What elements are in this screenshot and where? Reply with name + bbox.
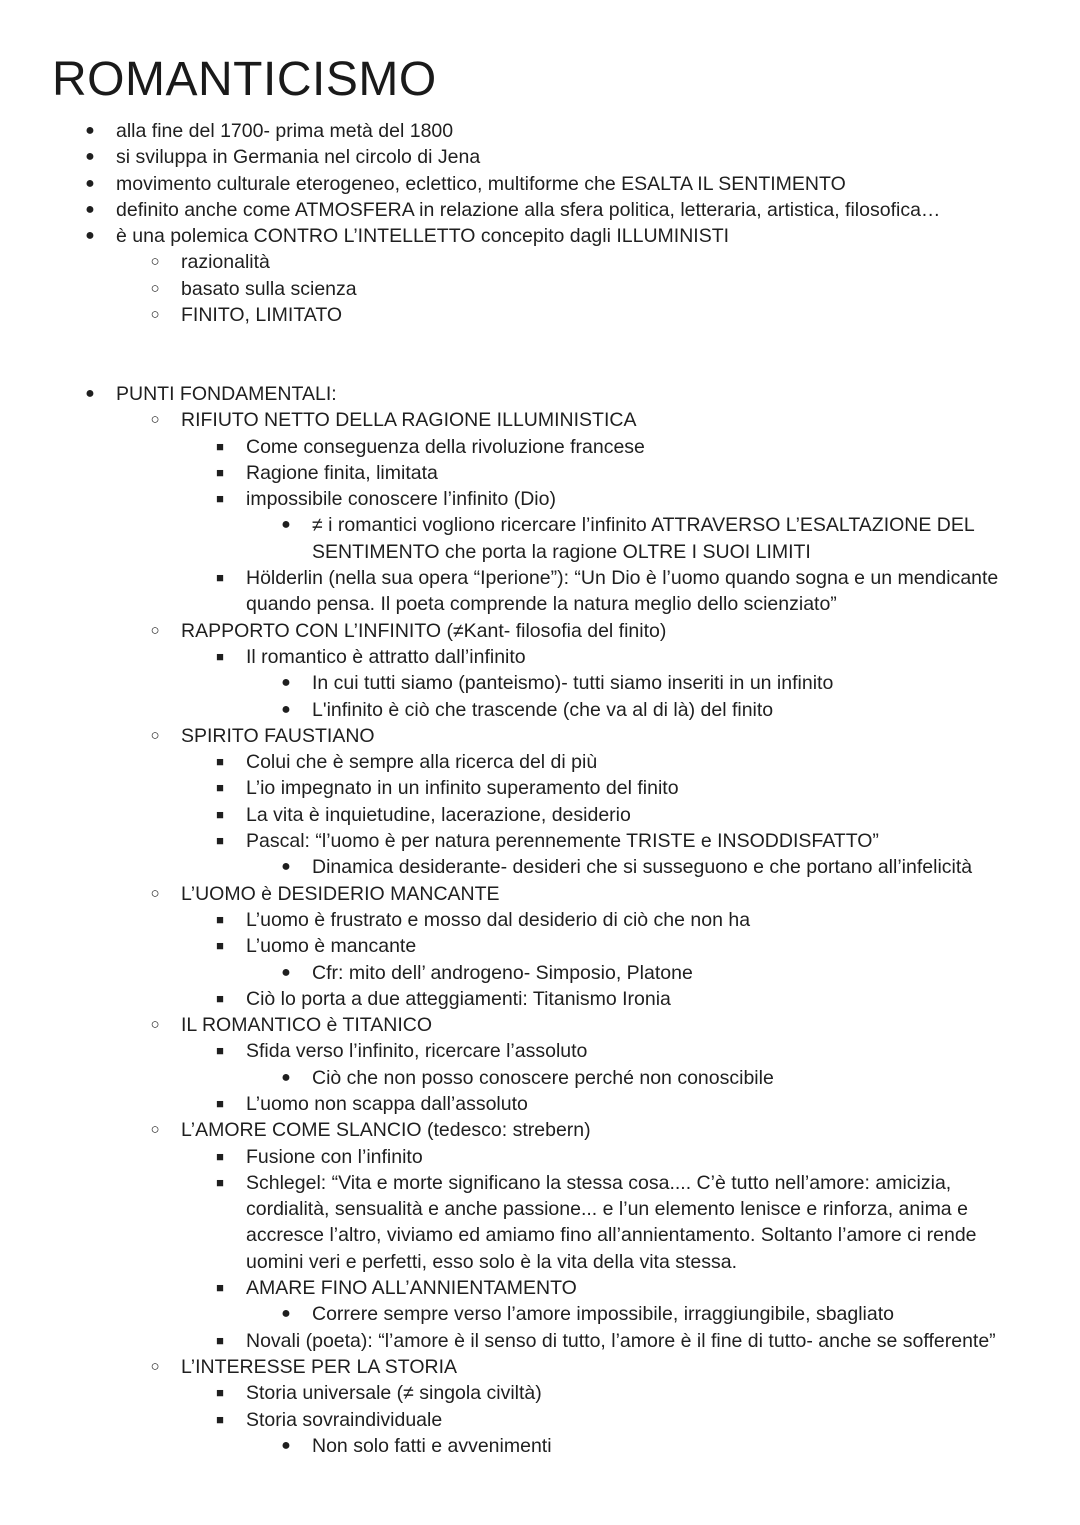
outline-line xyxy=(0,407,1080,433)
outline-line xyxy=(0,1249,1080,1275)
outline-text: Cfr: mito dell’ androgeno- Simposio, Platone xyxy=(312,961,693,984)
outline-text: ≠ i romantici vogliono ricercare l’infinito ATTRAVERSO L’ESALTAZIONE DEL xyxy=(312,514,975,537)
outline-line xyxy=(0,1091,1080,1117)
outline-text: Ragione finita, limitata xyxy=(246,461,438,484)
disc-bullet-icon: ● xyxy=(85,384,95,402)
outline-line xyxy=(0,1275,1080,1301)
outline-text: Correre sempre verso l’amore impossibile, irraggiungibile, sbagliato xyxy=(312,1303,895,1326)
outline-text: Novali (poeta): “l’amore è il senso di tutto, l’amore è il fine di tutto- anche se sofferente” xyxy=(246,1329,996,1352)
outline-text: Schlegel: “Vita e morte significano la stessa cosa.... C’è tutto nell’amore: amicizia, xyxy=(246,1171,952,1194)
square-bullet-icon: ■ xyxy=(216,570,224,586)
outline-line xyxy=(0,1144,1080,1170)
circle-bullet-icon: ○ xyxy=(150,411,160,429)
square-bullet-icon: ■ xyxy=(216,1095,224,1111)
disc-bullet-icon: ● xyxy=(281,963,291,981)
disc-bullet-icon: ● xyxy=(281,1305,291,1323)
outline-line xyxy=(0,670,1080,696)
outline-text: Il romantico è attratto dall’infinito xyxy=(246,645,526,668)
outline-line xyxy=(0,1012,1080,1038)
square-bullet-icon: ■ xyxy=(216,438,224,454)
outline-text: Sfida verso l’infinito, ricercare l’assoluto xyxy=(246,1040,588,1063)
outline-line xyxy=(0,144,1080,170)
notes-outline xyxy=(0,118,1080,1459)
outline-line xyxy=(0,1222,1080,1248)
outline-text: L’io impegnato in un infinito superamento del finito xyxy=(246,777,679,800)
outline-line xyxy=(0,881,1080,907)
outline-text: quando pensa. Il poeta comprende la natura meglio dello scienziato” xyxy=(246,593,837,616)
blank-line xyxy=(0,355,1080,381)
square-bullet-icon: ■ xyxy=(216,833,224,849)
outline-line xyxy=(0,1433,1080,1459)
page-title: ROMANTICISMO xyxy=(52,53,437,106)
disc-bullet-icon: ● xyxy=(85,174,95,192)
outline-line xyxy=(0,907,1080,933)
outline-line xyxy=(0,1170,1080,1196)
outline-line xyxy=(0,381,1080,407)
disc-bullet-icon: ● xyxy=(85,122,95,139)
outline-text: definito anche come ATMOSFERA in relazione alla sfera politica, letteraria, artistica, filosofica… xyxy=(116,198,941,221)
outline-line xyxy=(0,644,1080,670)
square-bullet-icon: ■ xyxy=(216,464,224,480)
outline-line xyxy=(0,565,1080,591)
disc-bullet-icon: ● xyxy=(85,227,95,245)
outline-line xyxy=(0,118,1080,144)
outline-text: Come conseguenza della rivoluzione francese xyxy=(246,435,645,458)
outline-text: Ciò lo porta a due atteggiamenti: Titanismo Ironia xyxy=(246,987,671,1010)
outline-line xyxy=(0,591,1080,617)
outline-text: cordialità, sensualità e anche passione... e l’un elemento lenisce e rinforza, anima e xyxy=(246,1198,968,1221)
disc-bullet-icon: ● xyxy=(281,858,291,876)
disc-bullet-icon: ● xyxy=(281,1436,291,1454)
outline-text: SENTIMENTO che porta la ragione OLTRE I SUOI LIMITI xyxy=(312,540,811,563)
outline-text: RAPPORTO CON L’INFINITO (≠Kant- filosofia del finito) xyxy=(181,619,667,642)
square-bullet-icon: ■ xyxy=(216,911,224,927)
outline-line xyxy=(0,723,1080,749)
outline-text: Ciò che non posso conoscere perché non conoscibile xyxy=(312,1066,774,1089)
outline-text: Colui che è sempre alla ricerca del di più xyxy=(246,751,598,774)
outline-text: L’uomo è mancante xyxy=(246,935,417,958)
outline-text: Fusione con l’infinito xyxy=(246,1145,423,1168)
outline-text: impossibile conoscere l’infinito (Dio) xyxy=(246,488,556,511)
outline-line xyxy=(0,933,1080,959)
outline-line xyxy=(0,986,1080,1012)
outline-text: L’INTERESSE PER LA STORIA xyxy=(181,1355,457,1378)
outline-line xyxy=(0,1328,1080,1354)
outline-text: Storia universale (≠ singola civiltà) xyxy=(246,1382,542,1405)
outline-line xyxy=(0,828,1080,854)
outline-text: La vita è inquietudine, lacerazione, desiderio xyxy=(246,803,631,826)
square-bullet-icon: ■ xyxy=(216,1332,224,1348)
outline-text: si sviluppa in Germania nel circolo di Jena xyxy=(116,146,481,169)
outline-line xyxy=(0,697,1080,723)
outline-text: movimento culturale eterogeneo, eclettico, multiforme che ESALTA IL SENTIMENTO xyxy=(116,172,846,195)
outline-line xyxy=(0,1117,1080,1143)
outline-text: SPIRITO FAUSTIANO xyxy=(181,724,375,747)
square-bullet-icon: ■ xyxy=(216,938,224,954)
square-bullet-icon: ■ xyxy=(216,806,224,822)
outline-text: Non solo fatti e avvenimenti xyxy=(312,1434,552,1457)
outline-line xyxy=(0,749,1080,775)
outline-line xyxy=(0,171,1080,197)
disc-bullet-icon: ● xyxy=(85,148,95,166)
square-bullet-icon: ■ xyxy=(216,754,224,770)
circle-bullet-icon: ○ xyxy=(150,1121,160,1139)
disc-bullet-icon: ● xyxy=(281,700,291,718)
square-bullet-icon: ■ xyxy=(216,1174,224,1190)
outline-line xyxy=(0,960,1080,986)
outline-line xyxy=(0,276,1080,302)
outline-text: IL ROMANTICO è TITANICO xyxy=(181,1014,432,1037)
square-bullet-icon: ■ xyxy=(216,1385,224,1401)
outline-line xyxy=(0,854,1080,880)
square-bullet-icon: ■ xyxy=(216,1148,224,1164)
outline-text: L’uomo è frustrato e mosso dal desiderio di ciò che non ha xyxy=(246,908,751,931)
square-bullet-icon: ■ xyxy=(216,990,224,1006)
outline-line xyxy=(0,249,1080,275)
disc-bullet-icon: ● xyxy=(281,1068,291,1086)
outline-text: FINITO, LIMITATO xyxy=(181,304,343,327)
outline-text: Storia sovraindividuale xyxy=(246,1408,443,1431)
outline-line xyxy=(0,1065,1080,1091)
outline-text: L’uomo non scappa dall’assoluto xyxy=(246,1092,528,1115)
outline-line xyxy=(0,486,1080,512)
outline-text: L’UOMO è DESIDERIO MANCANTE xyxy=(181,882,500,905)
outline-text: In cui tutti siamo (panteismo)- tutti siamo inseriti in un infinito xyxy=(312,672,834,695)
outline-text: RIFIUTO NETTO DELLA RAGIONE ILLUMINISTICA xyxy=(181,409,637,432)
disc-bullet-icon: ● xyxy=(281,674,291,692)
outline-line xyxy=(0,302,1080,328)
outline-line xyxy=(0,434,1080,460)
square-bullet-icon: ■ xyxy=(216,1043,224,1059)
circle-bullet-icon: ○ xyxy=(150,279,160,297)
outline-text: Pascal: “l’uomo è per natura perennemente TRISTE e INSODDISFATTO” xyxy=(246,830,879,853)
outline-line xyxy=(0,618,1080,644)
outline-line xyxy=(0,539,1080,565)
circle-bullet-icon: ○ xyxy=(150,306,160,324)
circle-bullet-icon: ○ xyxy=(150,1357,160,1375)
circle-bullet-icon: ○ xyxy=(150,884,160,902)
outline-text: Dinamica desiderante- desideri che si susseguono e che portano all’infelicità xyxy=(312,856,973,879)
outline-text: L’AMORE COME SLANCIO (tedesco: strebern) xyxy=(181,1119,591,1142)
outline-line xyxy=(0,775,1080,801)
circle-bullet-icon: ○ xyxy=(150,621,160,639)
outline-text: accresce l’altro, viviamo ed amiamo fino all’annientamento. Soltanto l’amore ci rende xyxy=(246,1224,977,1247)
outline-text: razionalità xyxy=(181,251,270,274)
square-bullet-icon: ■ xyxy=(216,780,224,796)
square-bullet-icon: ■ xyxy=(216,648,224,664)
square-bullet-icon: ■ xyxy=(216,1411,224,1427)
outline-line xyxy=(0,1380,1080,1406)
outline-text: alla fine del 1700- prima metà del 1800 xyxy=(116,120,454,142)
outline-line xyxy=(0,1301,1080,1327)
outline-text: Hölderlin (nella sua opera “Iperione”): “Un Dio è l’uomo quando sogna e un mendicante xyxy=(246,567,999,590)
outline-line xyxy=(0,460,1080,486)
disc-bullet-icon: ● xyxy=(281,516,291,534)
circle-bullet-icon: ○ xyxy=(150,1016,160,1034)
outline-line xyxy=(0,1354,1080,1380)
outline-text: è una polemica CONTRO L’INTELLETTO concepito dagli ILLUMINISTI xyxy=(116,225,730,248)
square-bullet-icon: ■ xyxy=(216,1280,224,1296)
outline-text: AMARE FINO ALL’ANNIENTAMENTO xyxy=(246,1277,577,1300)
square-bullet-icon: ■ xyxy=(216,491,224,507)
outline-text: PUNTI FONDAMENTALI: xyxy=(116,382,337,405)
outline-text: basato sulla scienza xyxy=(181,277,357,300)
blank-line xyxy=(0,328,1080,354)
outline-line xyxy=(0,1038,1080,1064)
circle-bullet-icon: ○ xyxy=(150,726,160,744)
outline-line xyxy=(0,802,1080,828)
outline-line xyxy=(0,512,1080,538)
outline-text: uomini veri e perfetti, esso solo è la vita della vita stessa. xyxy=(246,1250,737,1273)
disc-bullet-icon: ● xyxy=(85,200,95,218)
outline-line xyxy=(0,1407,1080,1433)
outline-line xyxy=(0,197,1080,223)
circle-bullet-icon: ○ xyxy=(150,253,160,271)
outline-line xyxy=(0,1196,1080,1222)
outline-text: L'infinito è ciò che trascende (che va al di là) del finito xyxy=(312,698,774,721)
outline-line xyxy=(0,223,1080,249)
